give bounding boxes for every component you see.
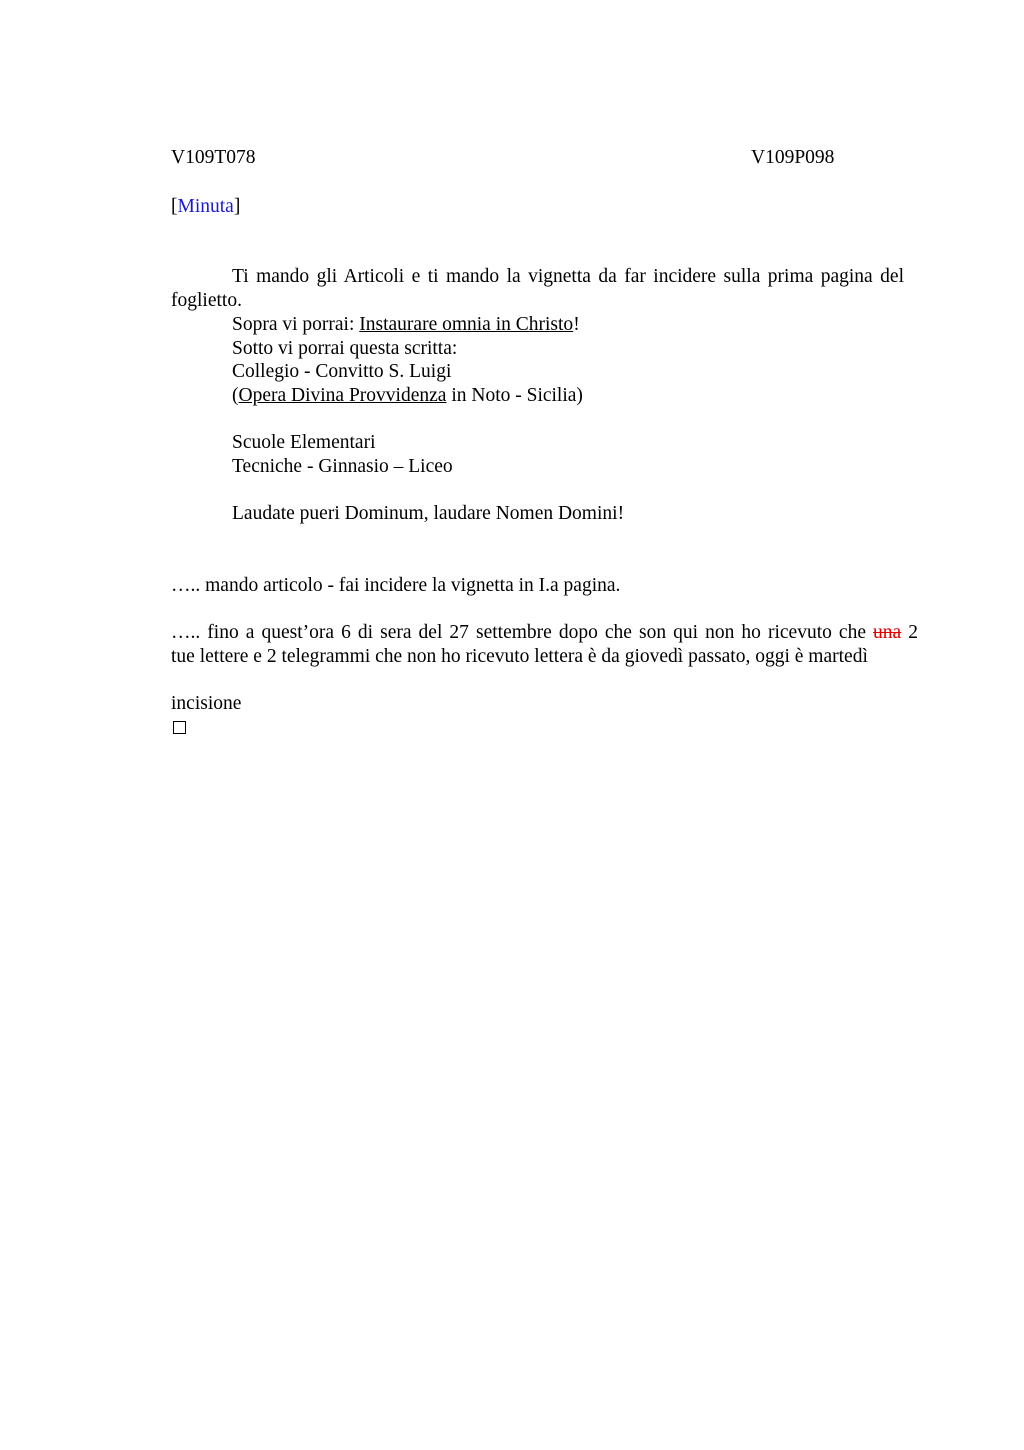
paragraph-1-line-1: Ti mando gli Articoli e ti mando la vignetta da far incidere sulla prima pagina del (232, 266, 904, 287)
opera-name: Opera Divina Provvidenza (238, 385, 447, 406)
minuta-label (171, 195, 240, 219)
note-1: ….. mando articolo - fai incidere la vignetta in I.a pagina. (171, 575, 621, 596)
sopra-suffix: ! (573, 314, 580, 335)
note-2-line-2: tue lettere e 2 telegrammi che non ho ricevuto lettera è da giovedì passato, oggi è martedì (171, 646, 868, 667)
note-2-text-before: ….. fino a quest’ora 6 di sera del 27 settembre dopo che son qui non ho ricevuto che (171, 622, 874, 643)
opera-rest: in Noto - Sicilia) (446, 385, 583, 406)
note-2-line-1 (171, 621, 918, 645)
collegio-line: Collegio - Convitto S. Luigi (232, 361, 452, 382)
laudate-line: Laudate pueri Dominum, laudare Nomen Domini! (232, 503, 625, 524)
opera-open-paren: ( (232, 385, 239, 406)
paragraph-1-line-2: foglietto. (171, 290, 242, 311)
opera-line (232, 384, 583, 408)
tecniche-line: Tecniche - Ginnasio – Liceo (232, 456, 453, 477)
sopra-motto: Instaurare omnia in Christo (359, 314, 574, 335)
scuole-line: Scuole Elementari (232, 432, 376, 453)
minuta-text: Minuta (177, 196, 234, 217)
header-left-code: V109T078 (171, 147, 256, 168)
minuta-close-bracket: ] (233, 196, 241, 217)
minuta-open-bracket: [ (171, 196, 178, 217)
sopra-prefix: Sopra vi porrai: (232, 314, 360, 335)
sotto-line: Sotto vi porrai questa scritta: (232, 338, 458, 359)
note-2-text-after: 2 (901, 622, 918, 643)
checkbox-box-icon (173, 721, 186, 734)
header-right-code: V109P098 (751, 147, 835, 168)
note-2-struck-word: una (873, 622, 902, 643)
incisione-label: incisione (171, 693, 242, 714)
sopra-line (232, 313, 580, 337)
